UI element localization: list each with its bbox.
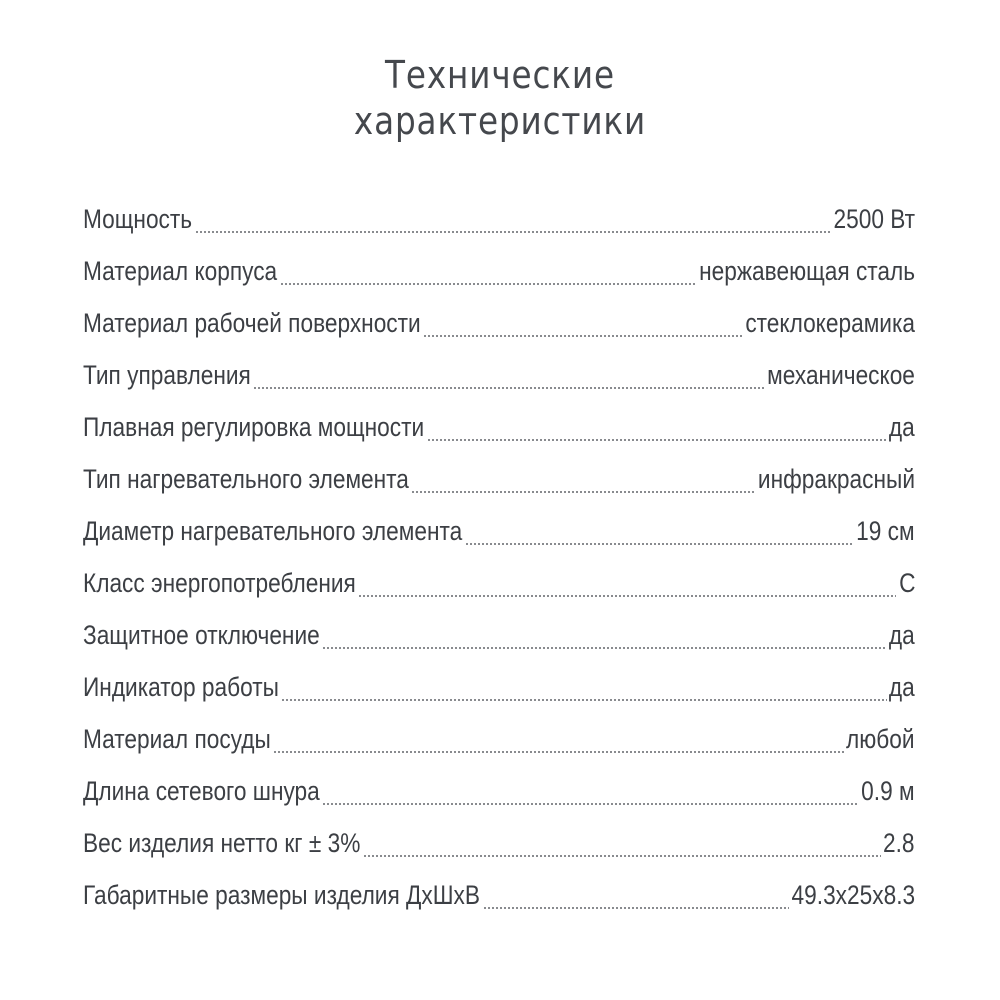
spec-row: [83, 713, 915, 765]
dotted-leader: [465, 543, 854, 545]
spec-value-box: [889, 401, 915, 453]
spec-value-box: [889, 661, 915, 713]
spec-value-box: [883, 817, 915, 869]
spec-row: [83, 817, 915, 869]
title-line-1: Технические: [385, 53, 615, 97]
title-line-2: характеристики: [353, 99, 647, 143]
spec-row: [83, 245, 915, 297]
dotted-leader: [195, 231, 831, 233]
spec-label-box: [83, 297, 421, 349]
spec-label: Диаметр нагревательного элемента: [83, 516, 463, 546]
spec-label-box: [83, 765, 320, 817]
spec-row: [83, 505, 915, 557]
spec-value: 2.8: [883, 828, 915, 858]
dotted-leader: [281, 699, 887, 701]
dotted-leader: [483, 907, 789, 909]
spec-label: Мощность: [83, 204, 193, 234]
spec-value: да: [889, 412, 915, 442]
spec-value: 49.3x25x8.3: [791, 880, 915, 910]
spec-label-box: [83, 453, 409, 505]
spec-label-box: [83, 401, 425, 453]
spec-value: нержавеющая сталь: [699, 256, 915, 286]
dotted-leader: [411, 491, 755, 493]
spec-value-box: [791, 869, 915, 921]
spec-list: [83, 193, 915, 921]
spec-label: Плавная регулировка мощности: [83, 412, 425, 442]
spec-label-box: [83, 661, 279, 713]
spec-value: 2500 Вт: [833, 204, 915, 234]
spec-label: Тип управления: [83, 360, 251, 390]
spec-label: Индикатор работы: [83, 672, 279, 702]
spec-value: инфракрасный: [757, 464, 915, 494]
spec-value-box: [898, 557, 915, 609]
spec-value-box: [861, 765, 915, 817]
spec-row: [83, 453, 915, 505]
spec-label: Длина сетевого шнура: [83, 776, 320, 806]
spec-value: 0.9 м: [861, 776, 915, 806]
spec-label-box: [83, 557, 356, 609]
dotted-leader: [427, 439, 887, 441]
spec-label: Класс энергопотребления: [83, 568, 356, 598]
spec-value-box: [699, 245, 915, 297]
spec-label: Тип нагревательного элемента: [83, 464, 409, 494]
spec-label: Вес изделия нетто кг ± 3%: [83, 828, 361, 858]
spec-value-box: [833, 193, 915, 245]
spec-label: Габаритные размеры изделия ДхШхВ: [83, 880, 481, 910]
dotted-leader: [273, 751, 844, 753]
spec-row: [83, 765, 915, 817]
page-title: [70, 52, 930, 144]
spec-row: [83, 869, 915, 921]
dotted-leader: [363, 855, 881, 857]
spec-value: да: [889, 672, 915, 702]
spec-label-box: [83, 713, 271, 765]
spec-row: [83, 401, 915, 453]
spec-row: [83, 349, 915, 401]
spec-label-box: [83, 193, 193, 245]
spec-value-box: [856, 505, 915, 557]
dotted-leader: [322, 647, 887, 649]
spec-value-box: [767, 349, 915, 401]
spec-value: любой: [846, 724, 915, 754]
dotted-leader: [280, 283, 697, 285]
dotted-leader: [253, 387, 765, 389]
spec-row: [83, 609, 915, 661]
spec-label: Материал рабочей поверхности: [83, 308, 421, 338]
spec-row: [83, 297, 915, 349]
spec-label: Материал посуды: [83, 724, 271, 754]
spec-label-box: [83, 609, 320, 661]
spec-value-box: [757, 453, 915, 505]
spec-value-box: [889, 609, 915, 661]
spec-row: [83, 661, 915, 713]
spec-row: [83, 557, 915, 609]
spec-value: да: [889, 620, 915, 650]
spec-row: [83, 193, 915, 245]
spec-value: C: [898, 568, 915, 598]
spec-label-box: [83, 349, 251, 401]
spec-label: Защитное отключение: [83, 620, 320, 650]
dotted-leader: [322, 803, 859, 805]
spec-value: стеклокерамика: [745, 308, 915, 338]
spec-label-box: [83, 505, 463, 557]
spec-label-box: [83, 869, 481, 921]
spec-label-box: [83, 817, 361, 869]
spec-value-box: [745, 297, 915, 349]
spec-label: Материал корпуса: [83, 256, 278, 286]
spec-value: 19 см: [856, 516, 915, 546]
spec-value: механическое: [767, 360, 915, 390]
dotted-leader: [423, 335, 743, 337]
spec-label-box: [83, 245, 278, 297]
spec-value-box: [846, 713, 915, 765]
dotted-leader: [358, 595, 896, 597]
